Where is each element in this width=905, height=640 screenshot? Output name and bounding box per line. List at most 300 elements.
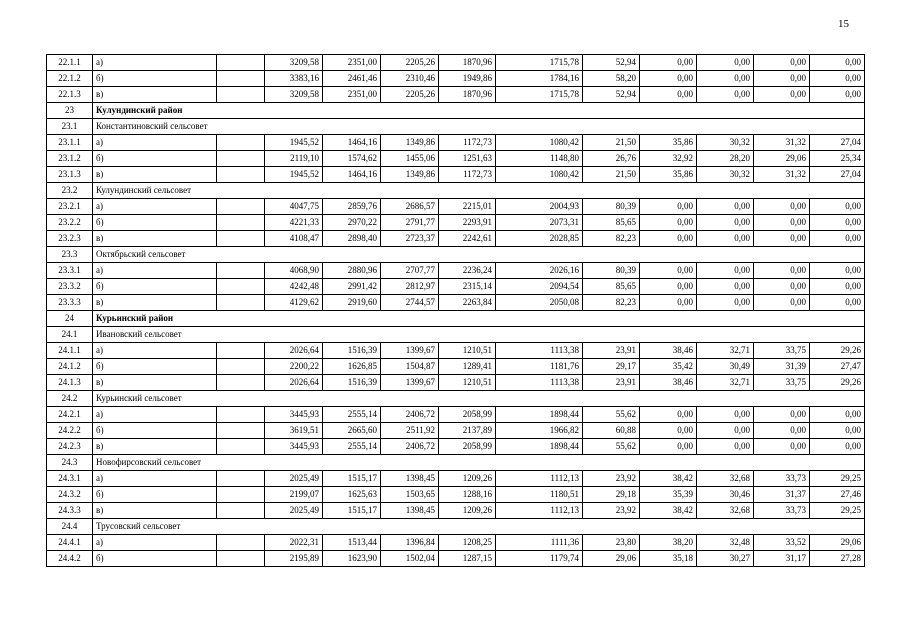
row-code: 23.3.3	[47, 295, 93, 311]
table-row	[47, 343, 865, 359]
value-cell: 1209,26	[439, 503, 496, 519]
row-variant-label: б)	[93, 151, 217, 167]
value-cell: 2026,16	[496, 263, 583, 279]
value-cell: 0,00	[697, 55, 754, 71]
table-row	[47, 375, 865, 391]
empty-cell	[217, 71, 265, 87]
value-cell: 2406,72	[381, 439, 439, 455]
row-variant-label: в)	[93, 231, 217, 247]
table-row	[47, 71, 865, 87]
value-cell: 0,00	[697, 295, 754, 311]
value-cell: 29,25	[810, 471, 865, 487]
value-cell: 2555,14	[323, 407, 381, 423]
value-cell: 1464,16	[323, 167, 381, 183]
value-cell: 21,50	[583, 135, 640, 151]
table-row	[47, 487, 865, 503]
value-cell: 0,00	[640, 263, 697, 279]
value-cell: 0,00	[754, 231, 810, 247]
value-cell: 1715,78	[496, 55, 583, 71]
row-variant-label: в)	[93, 167, 217, 183]
value-cell: 0,00	[697, 199, 754, 215]
value-cell: 30,46	[697, 487, 754, 503]
value-cell: 2137,89	[439, 423, 496, 439]
value-cell: 2880,96	[323, 263, 381, 279]
row-code: 24.3.1	[47, 471, 93, 487]
value-cell: 33,52	[754, 535, 810, 551]
value-cell: 33,75	[754, 343, 810, 359]
value-cell: 1898,44	[496, 407, 583, 423]
empty-cell	[217, 551, 265, 567]
empty-cell	[217, 535, 265, 551]
value-cell: 2004,93	[496, 199, 583, 215]
value-cell: 2723,37	[381, 231, 439, 247]
empty-cell	[217, 439, 265, 455]
value-cell: 1898,44	[496, 439, 583, 455]
table-row	[47, 199, 865, 215]
table-row	[47, 295, 865, 311]
value-cell: 38,42	[640, 503, 697, 519]
value-cell: 2555,14	[323, 439, 381, 455]
row-variant-label: б)	[93, 71, 217, 87]
row-code: 23.2	[47, 183, 93, 199]
value-cell: 33,73	[754, 471, 810, 487]
value-cell: 27,28	[810, 551, 865, 567]
value-cell: 2310,46	[381, 71, 439, 87]
value-cell: 1870,96	[439, 55, 496, 71]
value-cell: 0,00	[810, 71, 865, 87]
value-cell: 4129,62	[265, 295, 323, 311]
value-cell: 0,00	[697, 87, 754, 103]
row-variant-label: а)	[93, 263, 217, 279]
table-body	[47, 55, 865, 567]
value-cell: 2315,14	[439, 279, 496, 295]
row-code: 23.1.1	[47, 135, 93, 151]
district-name: Курьинский район	[93, 311, 865, 327]
value-cell: 0,00	[754, 215, 810, 231]
value-cell: 0,00	[640, 55, 697, 71]
table-row	[47, 135, 865, 151]
value-cell: 0,00	[810, 279, 865, 295]
settlement-header-row	[47, 183, 865, 199]
value-cell: 2058,99	[439, 407, 496, 423]
value-cell: 0,00	[810, 199, 865, 215]
value-cell: 1112,13	[496, 503, 583, 519]
settlement-name: Октябрьский сельсовет	[93, 247, 865, 263]
row-variant-label: в)	[93, 439, 217, 455]
value-cell: 0,00	[810, 439, 865, 455]
value-cell: 2199,07	[265, 487, 323, 503]
row-variant-label: б)	[93, 359, 217, 375]
row-code: 23.1.2	[47, 151, 93, 167]
row-code: 24.1.3	[47, 375, 93, 391]
value-cell: 1455,06	[381, 151, 439, 167]
value-cell: 38,46	[640, 343, 697, 359]
district-header-row	[47, 103, 865, 119]
value-cell: 2205,26	[381, 55, 439, 71]
value-cell: 3383,16	[265, 71, 323, 87]
value-cell: 1113,38	[496, 343, 583, 359]
row-code: 23.3.1	[47, 263, 93, 279]
value-cell: 2025,49	[265, 503, 323, 519]
value-cell: 2200,22	[265, 359, 323, 375]
value-cell: 0,00	[640, 423, 697, 439]
empty-cell	[217, 55, 265, 71]
value-cell: 2511,92	[381, 423, 439, 439]
row-code: 24	[47, 311, 93, 327]
value-cell: 2812,97	[381, 279, 439, 295]
row-code: 23.2.3	[47, 231, 93, 247]
value-cell: 2686,57	[381, 199, 439, 215]
value-cell: 1399,67	[381, 343, 439, 359]
value-cell: 0,00	[697, 407, 754, 423]
value-cell: 0,00	[697, 423, 754, 439]
row-code: 23.2.2	[47, 215, 93, 231]
table-row	[47, 359, 865, 375]
value-cell: 1784,16	[496, 71, 583, 87]
value-cell: 31,32	[754, 167, 810, 183]
value-cell: 1148,80	[496, 151, 583, 167]
value-cell: 32,68	[697, 471, 754, 487]
row-code: 24.1	[47, 327, 93, 343]
table-row	[47, 215, 865, 231]
value-cell: 0,00	[754, 295, 810, 311]
value-cell: 30,32	[697, 135, 754, 151]
value-cell: 0,00	[810, 295, 865, 311]
value-cell: 3445,93	[265, 439, 323, 455]
value-cell: 4108,47	[265, 231, 323, 247]
value-cell: 0,00	[697, 279, 754, 295]
empty-cell	[217, 487, 265, 503]
value-cell: 2351,00	[323, 55, 381, 71]
value-cell: 1515,17	[323, 471, 381, 487]
row-code: 24.2.2	[47, 423, 93, 439]
empty-cell	[217, 151, 265, 167]
value-cell: 1516,39	[323, 343, 381, 359]
table-row	[47, 279, 865, 295]
row-variant-label: в)	[93, 375, 217, 391]
value-cell: 33,75	[754, 375, 810, 391]
value-cell: 30,27	[697, 551, 754, 567]
value-cell: 1949,86	[439, 71, 496, 87]
value-cell: 4242,48	[265, 279, 323, 295]
tariff-table	[46, 54, 865, 567]
row-variant-label: в)	[93, 503, 217, 519]
value-cell: 35,39	[640, 487, 697, 503]
value-cell: 0,00	[640, 215, 697, 231]
value-cell: 0,00	[810, 215, 865, 231]
row-code: 24.2	[47, 391, 93, 407]
row-code: 23.1	[47, 119, 93, 135]
empty-cell	[217, 343, 265, 359]
value-cell: 31,17	[754, 551, 810, 567]
value-cell: 82,23	[583, 231, 640, 247]
table-row	[47, 55, 865, 71]
value-cell: 0,00	[754, 87, 810, 103]
value-cell: 29,18	[583, 487, 640, 503]
value-cell: 26,76	[583, 151, 640, 167]
value-cell: 2919,60	[323, 295, 381, 311]
table-row	[47, 151, 865, 167]
value-cell: 0,00	[754, 279, 810, 295]
value-cell: 2073,31	[496, 215, 583, 231]
district-header-row	[47, 311, 865, 327]
value-cell: 23,92	[583, 471, 640, 487]
value-cell: 25,34	[810, 151, 865, 167]
empty-cell	[217, 135, 265, 151]
value-cell: 30,32	[697, 167, 754, 183]
row-code: 24.3	[47, 455, 93, 471]
table-row	[47, 407, 865, 423]
table-row	[47, 231, 865, 247]
value-cell: 2028,85	[496, 231, 583, 247]
value-cell: 32,92	[640, 151, 697, 167]
empty-cell	[217, 423, 265, 439]
value-cell: 1210,51	[439, 375, 496, 391]
value-cell: 55,62	[583, 407, 640, 423]
value-cell: 1179,74	[496, 551, 583, 567]
row-variant-label: в)	[93, 295, 217, 311]
value-cell: 1080,42	[496, 135, 583, 151]
value-cell: 0,00	[754, 423, 810, 439]
value-cell: 32,71	[697, 375, 754, 391]
value-cell: 0,00	[810, 423, 865, 439]
value-cell: 1398,45	[381, 503, 439, 519]
value-cell: 80,39	[583, 263, 640, 279]
value-cell: 1966,82	[496, 423, 583, 439]
empty-cell	[217, 471, 265, 487]
empty-cell	[217, 215, 265, 231]
row-variant-label: б)	[93, 279, 217, 295]
value-cell: 2119,10	[265, 151, 323, 167]
value-cell: 1112,13	[496, 471, 583, 487]
settlement-name: Трусовский сельсовет	[93, 519, 865, 535]
table-row	[47, 471, 865, 487]
value-cell: 2707,77	[381, 263, 439, 279]
value-cell: 2215,01	[439, 199, 496, 215]
row-variant-label: а)	[93, 471, 217, 487]
value-cell: 29,25	[810, 503, 865, 519]
value-cell: 1180,51	[496, 487, 583, 503]
value-cell: 0,00	[697, 231, 754, 247]
value-cell: 2025,49	[265, 471, 323, 487]
settlement-header-row	[47, 455, 865, 471]
value-cell: 0,00	[754, 55, 810, 71]
value-cell: 27,46	[810, 487, 865, 503]
value-cell: 82,23	[583, 295, 640, 311]
empty-cell	[217, 199, 265, 215]
value-cell: 2744,57	[381, 295, 439, 311]
value-cell: 0,00	[810, 231, 865, 247]
value-cell: 1398,45	[381, 471, 439, 487]
value-cell: 4047,75	[265, 199, 323, 215]
value-cell: 2026,64	[265, 343, 323, 359]
value-cell: 2242,61	[439, 231, 496, 247]
value-cell: 3619,51	[265, 423, 323, 439]
value-cell: 1251,63	[439, 151, 496, 167]
value-cell: 2351,00	[323, 87, 381, 103]
row-variant-label: а)	[93, 135, 217, 151]
value-cell: 1502,04	[381, 551, 439, 567]
value-cell: 1870,96	[439, 87, 496, 103]
row-code: 24.1.1	[47, 343, 93, 359]
value-cell: 0,00	[810, 407, 865, 423]
value-cell: 1172,73	[439, 167, 496, 183]
row-variant-label: а)	[93, 343, 217, 359]
settlement-header-row	[47, 391, 865, 407]
value-cell: 1288,16	[439, 487, 496, 503]
value-cell: 31,39	[754, 359, 810, 375]
value-cell: 35,86	[640, 167, 697, 183]
value-cell: 1208,25	[439, 535, 496, 551]
table-row	[47, 167, 865, 183]
value-cell: 2791,77	[381, 215, 439, 231]
row-variant-label: а)	[93, 407, 217, 423]
value-cell: 1945,52	[265, 167, 323, 183]
settlement-name: Ивановский сельсовет	[93, 327, 865, 343]
table-row	[47, 87, 865, 103]
value-cell: 35,18	[640, 551, 697, 567]
value-cell: 0,00	[810, 87, 865, 103]
settlement-name: Константиновский сельсовет	[93, 119, 865, 135]
value-cell: 2859,76	[323, 199, 381, 215]
value-cell: 0,00	[754, 71, 810, 87]
settlement-header-row	[47, 247, 865, 263]
value-cell: 1080,42	[496, 167, 583, 183]
value-cell: 1113,38	[496, 375, 583, 391]
value-cell: 29,06	[583, 551, 640, 567]
value-cell: 1349,86	[381, 135, 439, 151]
value-cell: 2236,24	[439, 263, 496, 279]
settlement-name: Новофирсовский сельсовет	[93, 455, 865, 471]
empty-cell	[217, 167, 265, 183]
value-cell: 0,00	[754, 407, 810, 423]
row-variant-label: а)	[93, 535, 217, 551]
value-cell: 3445,93	[265, 407, 323, 423]
value-cell: 0,00	[640, 87, 697, 103]
value-cell: 1516,39	[323, 375, 381, 391]
value-cell: 38,42	[640, 471, 697, 487]
value-cell: 30,49	[697, 359, 754, 375]
value-cell: 0,00	[697, 439, 754, 455]
value-cell: 1399,67	[381, 375, 439, 391]
value-cell: 1513,44	[323, 535, 381, 551]
value-cell: 1111,36	[496, 535, 583, 551]
value-cell: 32,48	[697, 535, 754, 551]
value-cell: 1396,84	[381, 535, 439, 551]
value-cell: 52,94	[583, 55, 640, 71]
value-cell: 1181,76	[496, 359, 583, 375]
value-cell: 29,06	[810, 535, 865, 551]
value-cell: 2898,40	[323, 231, 381, 247]
empty-cell	[217, 375, 265, 391]
value-cell: 2461,46	[323, 71, 381, 87]
value-cell: 0,00	[810, 55, 865, 71]
row-code: 22.1.2	[47, 71, 93, 87]
value-cell: 2263,84	[439, 295, 496, 311]
value-cell: 2406,72	[381, 407, 439, 423]
value-cell: 60,88	[583, 423, 640, 439]
table-row	[47, 439, 865, 455]
table-row	[47, 551, 865, 567]
row-variant-label: б)	[93, 551, 217, 567]
row-code: 24.3.2	[47, 487, 93, 503]
empty-cell	[217, 407, 265, 423]
value-cell: 1503,65	[381, 487, 439, 503]
value-cell: 23,80	[583, 535, 640, 551]
table-row	[47, 503, 865, 519]
value-cell: 85,65	[583, 279, 640, 295]
value-cell: 29,26	[810, 375, 865, 391]
row-code: 24.3.3	[47, 503, 93, 519]
row-variant-label: б)	[93, 487, 217, 503]
settlement-name: Кулундинский сельсовет	[93, 183, 865, 199]
page-number: 15	[838, 18, 849, 30]
value-cell: 0,00	[697, 263, 754, 279]
settlement-name: Курьинский сельсовет	[93, 391, 865, 407]
value-cell: 32,71	[697, 343, 754, 359]
table-row	[47, 263, 865, 279]
value-cell: 2665,60	[323, 423, 381, 439]
empty-cell	[217, 263, 265, 279]
value-cell: 58,20	[583, 71, 640, 87]
value-cell: 31,32	[754, 135, 810, 151]
row-code: 23.3.2	[47, 279, 93, 295]
value-cell: 35,42	[640, 359, 697, 375]
row-code: 24.2.3	[47, 439, 93, 455]
row-variant-label: в)	[93, 87, 217, 103]
value-cell: 27,04	[810, 167, 865, 183]
value-cell: 0,00	[640, 231, 697, 247]
value-cell: 0,00	[640, 199, 697, 215]
row-code: 23.2.1	[47, 199, 93, 215]
value-cell: 2991,42	[323, 279, 381, 295]
row-code: 23.1.3	[47, 167, 93, 183]
value-cell: 2058,99	[439, 439, 496, 455]
row-code: 24.4.2	[47, 551, 93, 567]
value-cell: 27,04	[810, 135, 865, 151]
value-cell: 85,65	[583, 215, 640, 231]
row-code: 24.1.2	[47, 359, 93, 375]
row-code: 23	[47, 103, 93, 119]
value-cell: 31,37	[754, 487, 810, 503]
value-cell: 0,00	[640, 295, 697, 311]
value-cell: 0,00	[640, 279, 697, 295]
value-cell: 27,47	[810, 359, 865, 375]
value-cell: 32,68	[697, 503, 754, 519]
table-row	[47, 423, 865, 439]
value-cell: 2022,31	[265, 535, 323, 551]
value-cell: 38,20	[640, 535, 697, 551]
row-code: 24.4	[47, 519, 93, 535]
value-cell: 21,50	[583, 167, 640, 183]
value-cell: 52,94	[583, 87, 640, 103]
value-cell: 2970,22	[323, 215, 381, 231]
empty-cell	[217, 295, 265, 311]
value-cell: 1574,62	[323, 151, 381, 167]
value-cell: 1515,17	[323, 503, 381, 519]
value-cell: 23,91	[583, 343, 640, 359]
value-cell: 23,91	[583, 375, 640, 391]
value-cell: 23,92	[583, 503, 640, 519]
value-cell: 0,00	[640, 439, 697, 455]
value-cell: 0,00	[754, 263, 810, 279]
value-cell: 1623,90	[323, 551, 381, 567]
row-variant-label: а)	[93, 199, 217, 215]
value-cell: 35,86	[640, 135, 697, 151]
district-name: Кулундинский район	[93, 103, 865, 119]
empty-cell	[217, 503, 265, 519]
value-cell: 0,00	[640, 407, 697, 423]
